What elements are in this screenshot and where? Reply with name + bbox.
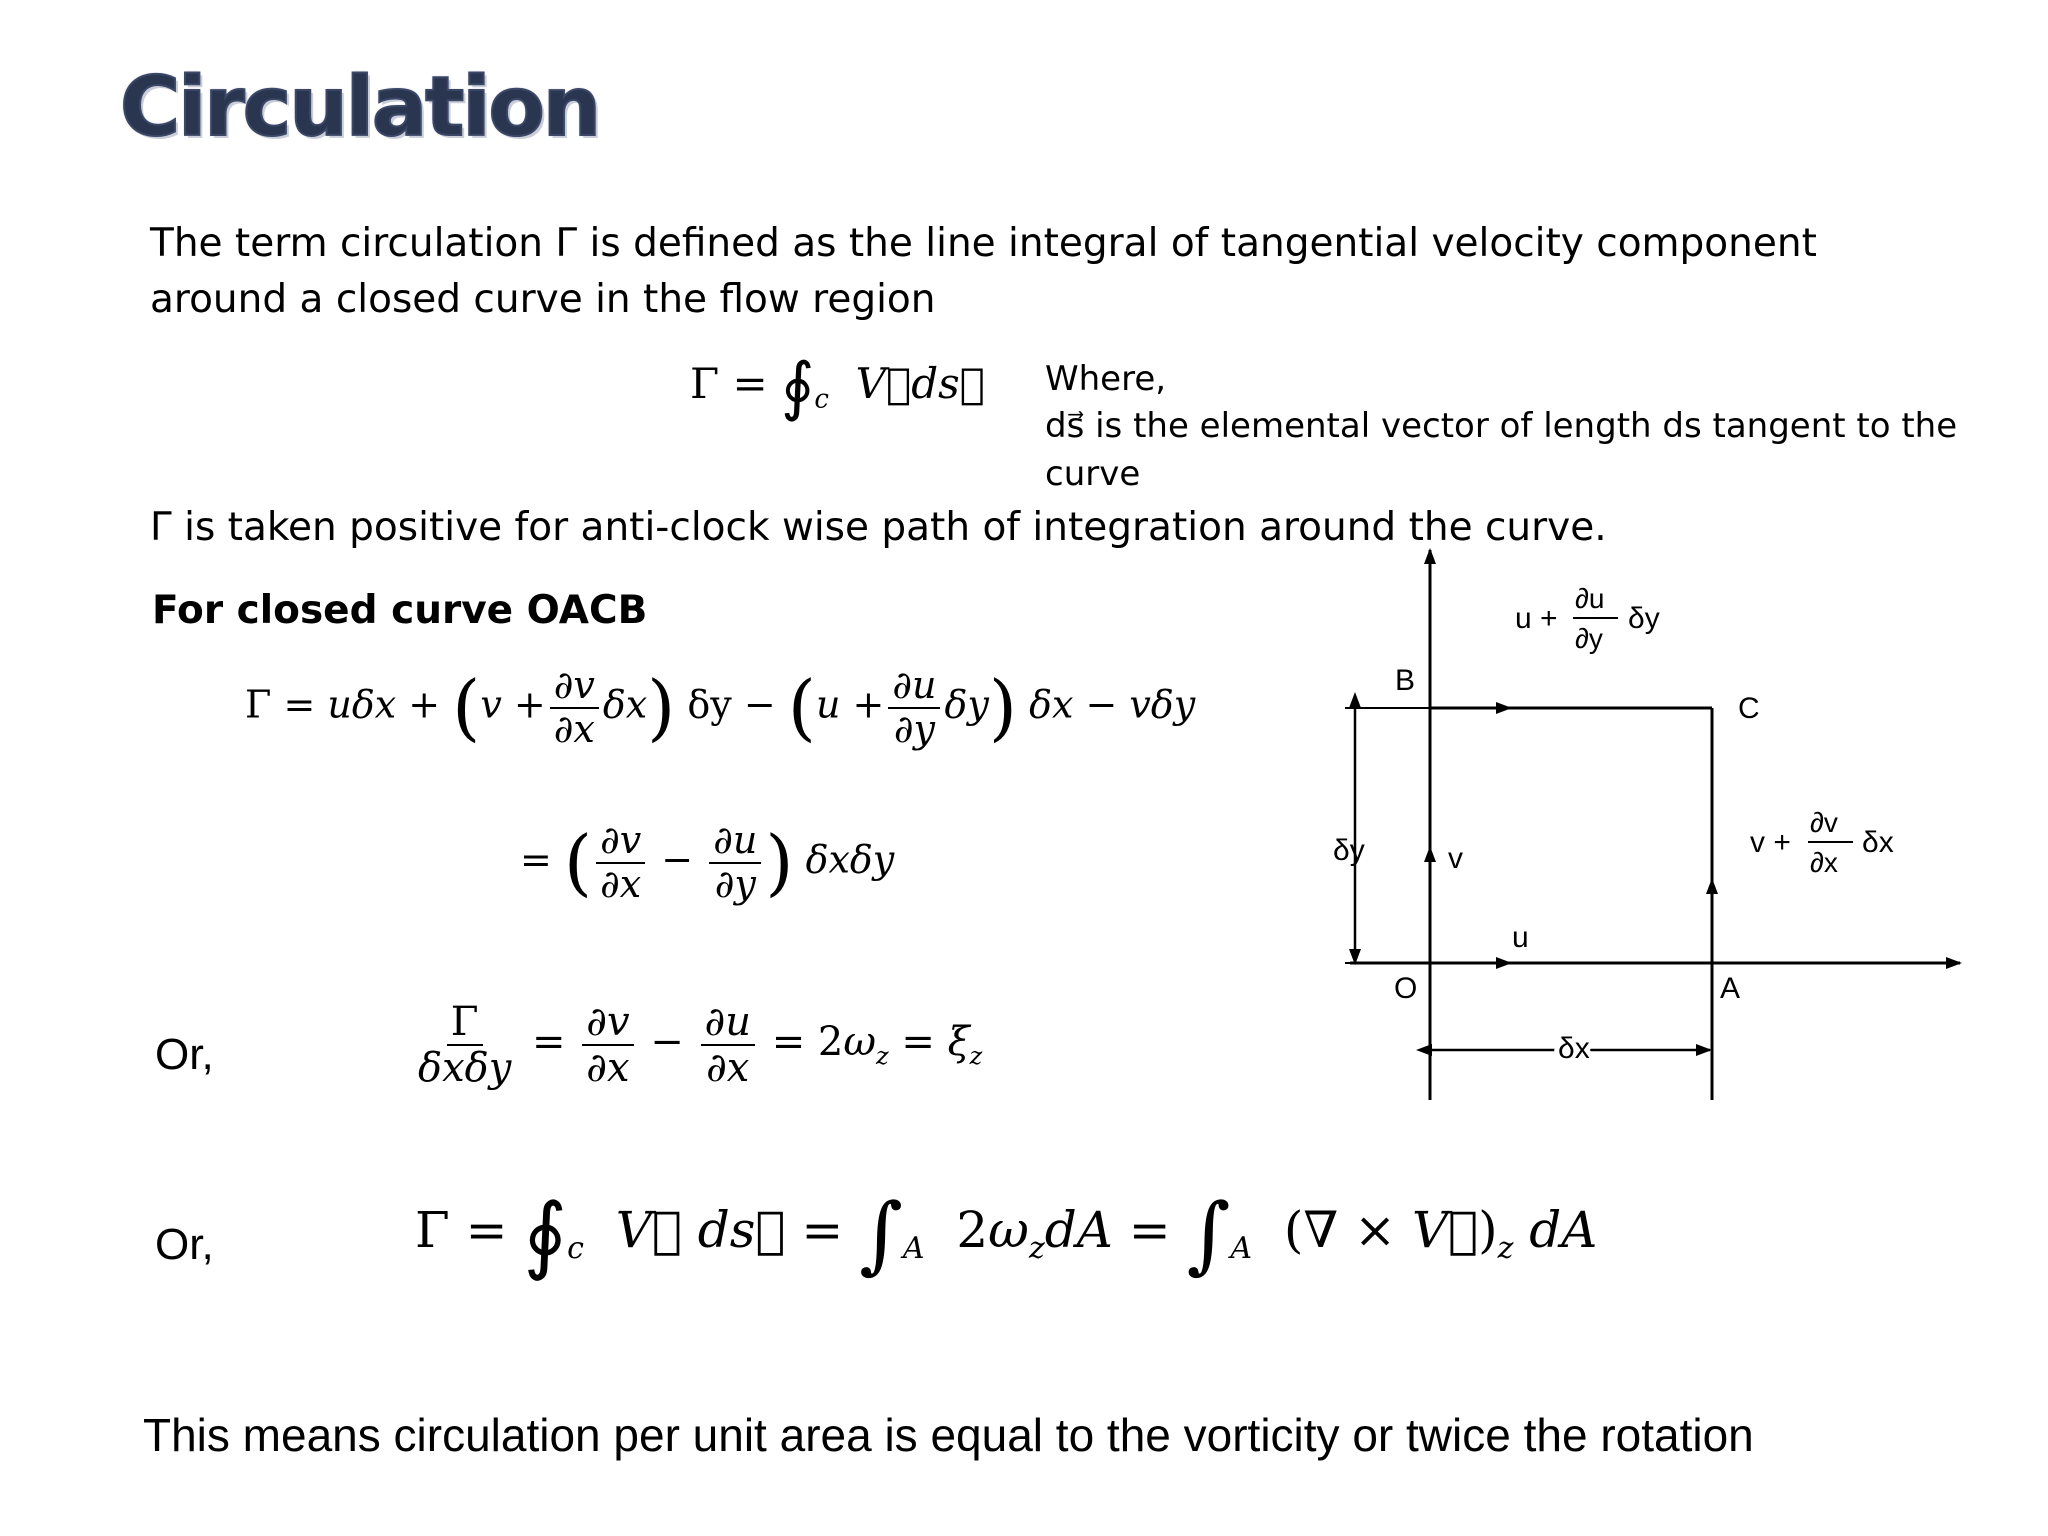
point-o-label: O (1394, 972, 1418, 1005)
element-diagram (1300, 540, 1980, 1100)
where-label: Where, (1045, 359, 1167, 399)
conclusion-text: This means circulation per unit area is equal to the vorticity or twice the rotation (143, 1409, 1754, 1461)
svg-text:v +: v + (1750, 826, 1791, 859)
point-a-label: A (1720, 972, 1741, 1005)
u-label: u (1512, 921, 1529, 954)
dx-label: δx (1558, 1032, 1590, 1065)
svg-text:u +: u + (1515, 602, 1558, 635)
v-label: v (1448, 842, 1463, 875)
circulation-definition-equation: $\Gamma = ∮_c$ V⃗ds⃗ (690, 350, 985, 424)
or-label-2: Or, (155, 1220, 214, 1269)
point-b-label: B (1395, 664, 1416, 697)
vorticity-equation: $\frac{\Gamma}{\text{δxδy}}$ = $\frac{\partial v}{\partial x}$ − $\frac{\partial u}{\partial x}$ = $2\omega_z = \xi_z$ (418, 999, 983, 1091)
where-definition: ds⃗ is the elemental vector of length ds tangent to the curve (1045, 406, 1958, 494)
svg-text:∂y: ∂y (1575, 623, 1603, 654)
dy-label: δy (1333, 834, 1365, 867)
svg-text:∂x: ∂x (1810, 847, 1838, 878)
point-c-label: C (1738, 692, 1760, 725)
svg-text:∂u: ∂u (1575, 583, 1605, 614)
right-velocity-expression (1750, 807, 1894, 878)
circulation-expansion-equation: Γ = uδx + (v + $\frac{\partial v}{\partial x}$ δx) δy − (u + $\frac{\partial u}{\partial y}$ δy) δx − vδy (245, 663, 1196, 751)
intro-paragraph: The term circulation Γ is defined as the line integral of tangential velocity component around a closed curve in the flow region (150, 221, 1817, 322)
slide-title: Circulation (120, 60, 600, 155)
stokes-theorem-equation: $\Gamma = ∮_c$ V⃗ ds⃗ = $\int_A$ $2\omega_zdA = \int_A$ (∇ × $V⃗)_z$ dA (415, 1185, 1598, 1283)
circulation-simplified-equation: = ( $\frac{\partial v}{\partial x}$ − $\frac{\partial u}{\partial y}$ ) δxδy (520, 818, 895, 906)
svg-text:δy: δy (1628, 602, 1660, 635)
svg-text:∂v: ∂v (1810, 807, 1838, 838)
positive-direction-note: Γ is taken positive for anti-clock wise path of integration around the curve. (150, 505, 1607, 550)
closed-curve-heading: For closed curve OACB (152, 588, 648, 633)
svg-text:δx: δx (1862, 826, 1894, 859)
or-label-1: Or, (155, 1030, 214, 1079)
top-velocity-expression (1515, 583, 1660, 654)
